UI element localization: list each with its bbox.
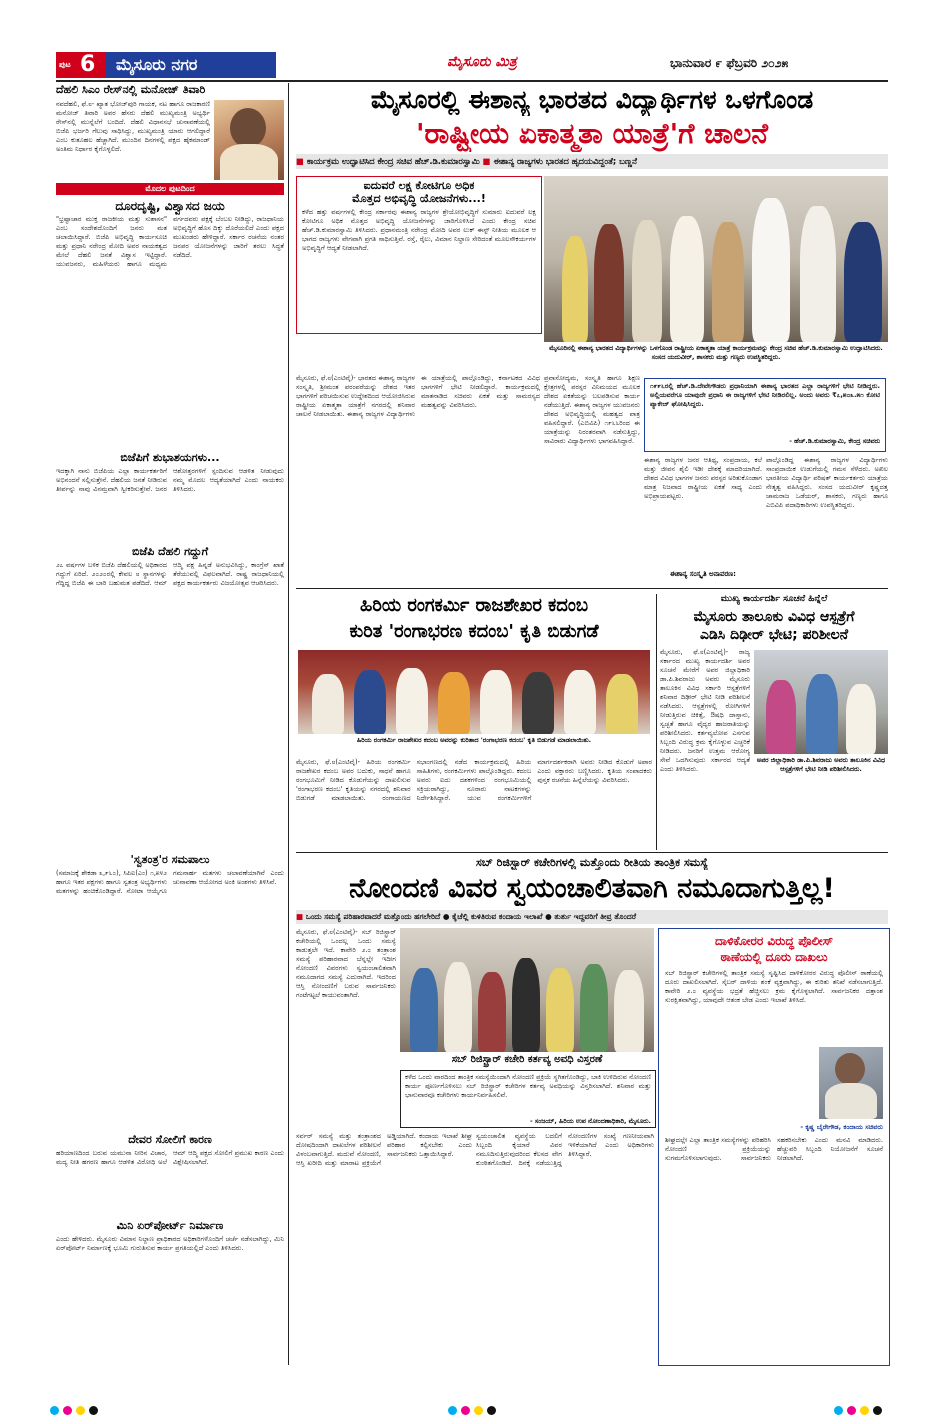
drama-body: ಮೈಸೂರು, ಫೆ.೮(ಎಂಟಿವೈ)- ಹಿರಿಯ ರಂಗಕರ್ಮಿ ರಾಜಶೇಖರ ಕದಂಬ ಅವರ ಬದುಕು, ಸಾಧನೆ ಹಾಗೂ ರಂಗಭೂಮಿಗೆ ನೀಡಿದ ಕೊಡುಗೆಯನ್ನು ದಾಖಲಿಸುವ 'ರಂಗಾಭರಣ ಕದಂಬ' ಕೃತಿಯನ್ನು ನಗರದಲ್ಲಿ ಶನಿವಾರ ಬಿಡುಗಡೆ ಮಾಡಲಾಯಿತು. ರಂಗಾಯಣದ ಸಭಾಂಗಣದಲ್ಲಿ ನಡೆದ ಕಾರ್ಯಕ್ರಮದಲ್ಲಿ ಹಿರಿಯ ಸಾಹಿತಿಗಳು, ರಂಗಕರ್ಮಿಗಳು ಪಾಲ್ಗೊಂಡಿದ್ದರು. ಕದಂಬ ಅವರು ಐದು ದಶಕಗಳಿಂದ ರಂಗಭೂಮಿಯಲ್ಲಿ ಸಕ್ರಿಯರಾಗಿದ್ದು, ನೂರಾರು ನಾಟಕಗಳನ್ನು ನಿರ್ದೇಶಿಸಿದ್ದಾರೆ. ಯುವ ರಂಗಕರ್ಮಿಗಳಿಗೆ ಮಾರ್ಗದರ್ಶಕರಾಗಿ ಅವರು ನೀಡಿದ ಕೊಡುಗೆ ಅಪಾರ ಎಂದು ವಕ್ತಾರರು ಬಣ್ಣಿಸಿದರು. ಕೃತಿಯ ಸಂಪಾದಕರು ಪುಸ್ತಕ ರಚನೆಯ ಹಿನ್ನೆಲೆಯನ್ನು ವಿವರಿಸಿದರು. bbox=[296, 758, 652, 802]
continued-tag: ಮೊದಲ ಪುಟದಿಂದ bbox=[56, 183, 284, 195]
lead-strap: ■ ಕಾರ್ಯಕ್ರಮ ಉದ್ಘಾಟಿಸಿದ ಕೇಂದ್ರ ಸಚಿವ ಹೆಚ್.ಡಿ.ಕುಮಾರಸ್ವಾಮಿ ■ ಈಶಾನ್ಯ ರಾಜ್ಯಗಳು ಭಾರತದ ಹೃದಯವಿದ್ದಂತೆ; ಬಣ್ಣನೆ bbox=[296, 154, 888, 169]
box-headline-2: ಮೊತ್ತದ ಅಭಿವೃದ್ಧಿ ಯೋಜನೆಗಳು...! bbox=[352, 192, 486, 205]
police-body-b: ಶೀಘ್ರದಲ್ಲೇ ಎಲ್ಲಾ ತಾಂತ್ರಿಕ ಸಮಸ್ಯೆಗಳನ್ನು ಪರಿಹರಿಸಿ ನೋಂದಣಿ ಪ್ರಕ್ರಿಯೆಯನ್ನು ಸುಗಮಗೊಳಿಸಲಾಗುವುದು. ಸಾರ್ವಜನಿಕರು ಸಹಕರಿಸಬೇಕು ಎಂದು ಮನವಿ ಮಾಡಿದರು. ಹೆಚ್ಚುವರಿ ಸಿಬ್ಬಂದಿ ನಿಯೋಜನೆಗೆ ಸೂಚನೆ ನೀಡಲಾಗಿದೆ. bbox=[665, 1136, 883, 1162]
registration-marks-center bbox=[448, 1400, 500, 1419]
lead-strap-1: ಕಾರ್ಯಕ್ರಮ ಉದ್ಘಾಟಿಸಿದ ಕೇಂದ್ರ ಸಚಿವ ಹೆಚ್.ಡಿ.ಕುಮಾರಸ್ವಾಮಿ bbox=[306, 156, 480, 166]
page-number-badge bbox=[56, 52, 106, 78]
left-column bbox=[56, 83, 284, 1252]
lead-body-a: ಮೈಸೂರು, ಫೆ.೮(ಎಂಟಿವೈ)- ಭಾರತದ ಈಶಾನ್ಯ ರಾಜ್ಯಗಳ ಸಂಸ್ಕೃತಿ, ಶ್ರೀಮಂತ ಪರಂಪರೆಯನ್ನು ದೇಶದ ಇತರ ಭಾಗಗಳಿಗೆ ಪರಿಚಯಿಸುವ ಉದ್ದೇಶದಿಂದ ಆಯೋಜಿಸಿರುವ ರಾಷ್ಟ್ರೀಯ ಏಕಾತ್ಮತಾ ಯಾತ್ರೆಗೆ ನಗರದಲ್ಲಿ ಶನಿವಾರ ಚಾಲನೆ ನೀಡಲಾಯಿತು. ಈಶಾನ್ಯ ರಾಜ್ಯಗಳ ವಿದ್ಯಾರ್ಥಿಗಳು ಈ ಯಾತ್ರೆಯಲ್ಲಿ ಪಾಲ್ಗೊಂಡಿದ್ದು, ಕರ್ನಾಟಕದ ವಿವಿಧ ಭಾಗಗಳಿಗೆ ಭೇಟಿ ನೀಡಲಿದ್ದಾರೆ. ಕಾರ್ಯಕ್ರಮದಲ್ಲಿ ಮಾತನಾಡಿದ ಸಚಿವರು ಏಕತೆ ಮತ್ತು ಸಾಮರಸ್ಯದ ಮಹತ್ವವನ್ನು ವಿವರಿಸಿದರು. bbox=[296, 374, 540, 418]
drama-divider bbox=[656, 594, 657, 850]
hospital-headline-2: ಎಡಿಸಿ ದಿಢೀರ್ ಭೇಟಿ; ಪರಿಶೀಲನೆ bbox=[699, 627, 849, 643]
registrar-photo-caption: ಸಬ್ ರಿಜಿಸ್ಟ್ರಾರ್ ಕಚೇರಿ ಕರ್ತವ್ಯ ಅವಧಿ ವಿಸ್ತರಣೆ bbox=[451, 1054, 603, 1065]
tiwari-headline: ದೆಹಲಿ ಸಿಎಂ ರೇಸ್‌ನಲ್ಲಿ ಮನೋಜ್ ತಿವಾರಿ bbox=[56, 83, 206, 96]
wishes-body: ಇದಕ್ಕಾಗಿ ನಾನು ಬಿಜೆಪಿಯ ಎಲ್ಲಾ ಕಾರ್ಯಕರ್ತರಿಗೆ ಅಭಿನಂದನೆ ಸಲ್ಲಿಸುತ್ತೇನೆ. ದೆಹಲಿಯ ಜನತೆ ನೀಡಿರುವ ತೀರ್ಪನ್ನು ನಾವು ವಿನಮ್ರವಾಗಿ ಸ್ವೀಕರಿಸುತ್ತೇವೆ. ಜನರ ಆಶೋತ್ತರಗಳಿಗೆ ಸ್ಪಂದಿಸುವ ಆಡಳಿತ ನೀಡುವುದು ನಮ್ಮ ಮೊದಲ ಆದ್ಯತೆಯಾಗಿದೆ ಎಂದು ನಾಯಕರು ತಿಳಿಸಿದರು. bbox=[56, 467, 284, 493]
issue-date: ಭಾನುವಾರ ೯ ಫೆಬ್ರವರಿ ೨೦೨೫ bbox=[670, 56, 789, 70]
section-banner bbox=[106, 52, 276, 78]
drama-headline-1: ಹಿರಿಯ ರಂಗಕರ್ಮಿ ರಾಜಶೇಖರ ಕದಂಬ bbox=[359, 595, 589, 616]
lead-photo bbox=[544, 176, 888, 342]
drama-photo-caption: ಹಿರಿಯ ರಂಗಕರ್ಮಿ ರಾಜಶೇಖರ ಕದಂಬ ಅವರನ್ನು ಕುರಿತಾದ 'ರಂಗಾಭರಣ ಕದಂಬ' ಕೃತಿ ಬಿಡುಗಡೆ ಮಾಡಲಾಯಿತು. bbox=[356, 736, 592, 744]
hospital-kicker: ಮುಖ್ಯ ಕಾರ್ಯದರ್ಶಿ ಸೂಚನೆ ಹಿನ್ನೆಲೆ bbox=[720, 594, 828, 604]
mid-rule bbox=[296, 852, 888, 853]
lead-subhead: ಈಶಾನ್ಯ ಸಂಸ್ಕೃತಿ ಅನಾವರಣ: bbox=[670, 570, 736, 578]
hospital-body: ಮೈಸೂರು, ಫೆ.೮(ಎಂಟಿವೈ)- ರಾಜ್ಯ ಸರ್ಕಾರದ ಮುಖ್ಯ ಕಾರ್ಯದರ್ಶಿ ಅವರ ಸೂಚನೆ ಮೇರೆಗೆ ಅಪರ ಜಿಲ್ಲಾಧಿಕಾರಿ ಡಾ.ಪಿ.ಶಿವರಾಜು ಅವರು ಮೈಸೂರು ತಾಲೂಕಿನ ವಿವಿಧ ಸರ್ಕಾರಿ ಆಸ್ಪತ್ರೆಗಳಿಗೆ ಶನಿವಾರ ದಿಢೀರ್ ಭೇಟಿ ನೀಡಿ ಪರಿಶೀಲನೆ ನಡೆಸಿದರು. ಆಸ್ಪತ್ರೆಗಳಲ್ಲಿ ರೋಗಿಗಳಿಗೆ ನೀಡುತ್ತಿರುವ ಚಿಕಿತ್ಸೆ, ಔಷಧಿ ದಾಸ್ತಾನು, ಸ್ವಚ್ಛತೆ ಹಾಗೂ ವೈದ್ಯರ ಹಾಜರಾತಿಯನ್ನು ಪರಿಶೀಲಿಸಿದರು. ಕರ್ತವ್ಯಲೋಪ ಎಸಗುವ ಸಿಬ್ಬಂದಿ ವಿರುದ್ಧ ಕ್ರಮ ಕೈಗೊಳ್ಳುವ ಎಚ್ಚರಿಕೆ ನೀಡಿದರು. ಜನರಿಗೆ ಉತ್ತಮ ಆರೋಗ್ಯ ಸೇವೆ ಒದಗಿಸುವುದು ಸರ್ಕಾರದ ಆದ್ಯತೆ ಎಂದು ತಿಳಿಸಿದರು. bbox=[660, 648, 750, 773]
police-headline-1: ದಾಳಿಕೋರರ ವಿರುದ್ಧ ಪೊಲೀಸ್ bbox=[715, 934, 833, 948]
swatantra-body: (ಸಮಾಜಕ್ಕೆ ಶೇಕಡಾ ೩,೯೬೦), ಸಿಪಿಐ(ಎಂ) ೧,೫೪೨ ಹಾಗೂ ಇತರ ಪಕ್ಷಗಳು ಹಾಗೂ ಸ್ವತಂತ್ರ ಅಭ್ಯರ್ಥಿಗಳು ಮತಗಳನ್ನು ಹಂಚಿಕೊಂಡಿದ್ದಾರೆ. ನೋಟಾ ಆಯ್ಕೆಗೂ ಗಮನಾರ್ಹ ಮತಗಳು ಚಲಾವಣೆಯಾಗಿವೆ ಎಂದು ಚುನಾವಣಾ ಆಯೋಗದ ಅಂಕಿ ಅಂಶಗಳು ತಿಳಿಸಿವೆ. bbox=[56, 869, 284, 895]
registrar-body-b: ಸರ್ವರ್ ಸಮಸ್ಯೆ ಮತ್ತು ತಂತ್ರಾಂಶದ ದೋಷದಿಂದಾಗಿ ದಾಖಲೆಗಳ ಪರಿಶೀಲನೆ ವಿಳಂಬವಾಗುತ್ತಿದೆ. ಮದುವೆ ನೋಂದಣಿ, ಆಸ್ತಿ ಖರೀದಿ ಮತ್ತು ಮಾರಾಟ ಪ್ರಕ್ರಿಯೆಗೆ ಅಡ್ಡಿಯಾಗಿದೆ. ಕಂದಾಯ ಇಲಾಖೆ ಶೀಘ್ರ ಪರಿಹಾರ ಕಲ್ಪಿಸಬೇಕು ಎಂದು ಸಾರ್ವಜನಿಕರು ಒತ್ತಾಯಿಸಿದ್ದಾರೆ. bbox=[296, 1132, 472, 1167]
hospital-photo-caption: ಅಪರ ಜಿಲ್ಲಾಧಿಕಾರಿ ಡಾ.ಪಿ.ಶಿವರಾಜು ಅವರು ತಾಲೂಕಿನ ವಿವಿಧ ಆಸ್ಪತ್ರೆಗಳಿಗೆ ಭೇಟಿ ನೀಡಿ ಪರಿಶೀಲಿಸಿದರು. bbox=[756, 756, 886, 773]
registrar-inset bbox=[400, 1070, 656, 1128]
lead-bottom-rule bbox=[296, 588, 888, 589]
registrar-body-a: ಮೈಸೂರು, ಫೆ.೮(ಎಂಟಿವೈ)- ಸಬ್ ರಿಜಿಸ್ಟ್ರಾರ್ ಕಚೇರಿಯಲ್ಲಿ ಒಂದಲ್ಲ ಒಂದು ಸಮಸ್ಯೆ ಕಾಡುತ್ತಲೇ ಇದೆ. ಕಾವೇರಿ ೨.೦ ತಂತ್ರಾಂಶ ಸಮಸ್ಯೆ ಪರಿಹಾರವಾದ ಬೆನ್ನಲ್ಲೇ ಇದೀಗ ನೋಂದಣಿ ವಿವರಗಳು ಸ್ವಯಂಚಾಲಿತವಾಗಿ ನಮೂದಾಗದ ಸಮಸ್ಯೆ ಎದುರಾಗಿದೆ. ಇದರಿಂದ ಆಸ್ತಿ ನೋಂದಣಿಗೆ ಬರುವ ಸಾರ್ವಜನಿಕರು ಗಂಟೆಗಟ್ಟಲೆ ಕಾಯುವಂತಾಗಿದೆ. bbox=[296, 928, 396, 999]
registration-marks-right bbox=[834, 1400, 886, 1419]
box-headline-1: ಐದುವರೆ ಲಕ್ಷ ಕೋಟಿಗೂ ಅಧಿಕ bbox=[363, 179, 475, 192]
vision-headline: ದೂರದೃಷ್ಟಿ, ವಿಶ್ವಾಸದ ಜಯ bbox=[115, 199, 225, 213]
registrar-strap: ■ ಒಂದು ಸಮಸ್ಯೆ ಪರಿಹಾರವಾದರೆ ಮತ್ತೊಂದು ಹಗಲೇರಿದೆ ● ಕೈಚೆಲ್ಲಿ ಕುಳಿತಿರುವ ಕಂದಾಯ ಇಲಾಖೆ ● ತುರ್ತು ಇದ್ದವರಿಗೆ ತೀವ್ರ ತೊಂದರೆ bbox=[296, 910, 888, 924]
tiwari-photo bbox=[214, 100, 284, 180]
tiwari-body: ನವದೆಹಲಿ, ಫೆ.೮- ಖ್ಯಾತ ಭೋಜ್‌ಪುರಿ ಗಾಯಕ, ನಟ ಹಾಗೂ ರಾಜಕಾರಣಿ ಮನೋಜ್ ತಿವಾರಿ ಅವರ ಹೆಸರು ದೆಹಲಿ ಮುಖ್ಯಮಂತ್ರಿ ಅಭ್ಯರ್ಥಿ ರೇಸ್‌ನಲ್ಲಿ ಮುನ್ನೆಲೆಗೆ ಬಂದಿದೆ. ದೆಹಲಿ ವಿಧಾನಸಭೆ ಚುನಾವಣೆಯಲ್ಲಿ ಬಿಜೆಪಿ ಭರ್ಜರಿ ಗೆಲುವು ಸಾಧಿಸಿದ್ದು, ಮುಖ್ಯಮಂತ್ರಿ ಯಾರು ಆಗಲಿದ್ದಾರೆ ಎಂಬ ಕುತೂಹಲ ಹೆಚ್ಚಾಗಿದೆ. ಮುಂದಿನ ದಿನಗಳಲ್ಲಿ ಪಕ್ಷದ ಹೈಕಮಾಂಡ್ ಅಂತಿಮ ನಿರ್ಧಾರ ಕೈಗೊಳ್ಳಲಿದೆ. bbox=[56, 100, 210, 153]
section-title: ಮೈಸೂರು ನಗರ bbox=[116, 55, 198, 74]
masthead-rule bbox=[56, 80, 888, 82]
drama-photo bbox=[298, 650, 650, 734]
soul-body: ಹರಿಯಾಣದಿಂದ ಬರುವ ಯಮುನಾ ನೀರಿನ ವಿಚಾರ, ಮದ್ಯ ನೀತಿ ಹಗರಣ ಹಾಗೂ ಆಡಳಿತ ವಿರೋಧಿ ಅಲೆ ಆಮ್ ಆದ್ಮಿ ಪಕ್ಷದ ಸೋಲಿಗೆ ಪ್ರಮುಖ ಕಾರಣ ಎಂದು ವಿಶ್ಲೇಷಿಸಲಾಗಿದೆ. bbox=[56, 1149, 284, 1166]
page-number: 6 bbox=[80, 52, 96, 77]
hospital-photo bbox=[754, 650, 888, 754]
registrar-headline: ನೋಂದಣಿ ವಿವರ ಸ್ವಯಂಚಾಲಿತವಾಗಿ ನಮೂದಾಗುತ್ತಿಲ್ಲ! bbox=[349, 873, 835, 904]
vision-body: "ಭ್ರಷ್ಟಾಚಾರ ಮುಕ್ತ ರಾಜಕೀಯ ಮತ್ತು ಸುಶಾಸನ" ಎಂಬ ಸಂದೇಶದೊಂದಿಗೆ ಜನರು ಮತ ಚಲಾಯಿಸಿದ್ದಾರೆ. ಬಿಜೆಪಿ ಅಭಿವೃದ್ಧಿ ಕಾರ್ಯಸೂಚಿ ಮತ್ತು ಪ್ರಧಾನಿ ನರೇಂದ್ರ ಮೋದಿ ಅವರ ನಾಯಕತ್ವದ ಮೇಲೆ ದೆಹಲಿ ಜನತೆ ವಿಶ್ವಾಸ ಇಟ್ಟಿದ್ದಾರೆ. ಯುವಜನರು, ಮಹಿಳೆಯರು ಹಾಗೂ ಮಧ್ಯಮ ವರ್ಗದವರು ಪಕ್ಷಕ್ಕೆ ಬೆಂಬಲ ನೀಡಿದ್ದು, ರಾಜಧಾನಿಯ ಅಭಿವೃದ್ಧಿಗೆ ಹೊಸ ದಿಕ್ಕು ದೊರೆಯಲಿದೆ ಎಂದು ಪಕ್ಷದ ಮುಖಂಡರು ಹೇಳಿದ್ದಾರೆ. ಸರ್ಕಾರ ರಚನೆಯ ನಂತರ ಜನಪರ ಯೋಜನೆಗಳನ್ನು ಜಾರಿಗೆ ತರಲು ಸಿದ್ಧತೆ ನಡೆದಿದೆ. bbox=[56, 215, 284, 268]
lead-body-c: ಈಶಾನ್ಯ ರಾಜ್ಯಗಳ ಜನರ ಆತಿಥ್ಯ, ಸಂಪ್ರದಾಯ, ಕಲೆ ಮತ್ತು ಜೀವನ ಶೈಲಿ ಇಡೀ ದೇಶಕ್ಕೆ ಮಾದರಿಯಾಗಿದೆ. ದೇಶದ ವಿವಿಧ ಭಾಗಗಳ ಜನರು ಪರಸ್ಪರ ಅರಿತುಕೊಂಡಾಗ ಮಾತ್ರ ನಿಜವಾದ ರಾಷ್ಟ್ರೀಯ ಏಕತೆ ಸಾಧ್ಯ ಎಂದು ಅಭಿಪ್ರಾಯಪಟ್ಟರು. bbox=[644, 456, 762, 500]
lead-photo-caption: ಮೈಸೂರಿನಲ್ಲಿ ಈಶಾನ್ಯ ಭಾರತದ ವಿದ್ಯಾರ್ಥಿಗಳನ್ನು ಒಳಗೊಂಡ ರಾಷ್ಟ್ರೀಯ ಏಕಾತ್ಮತಾ ಯಾತ್ರೆ ಕಾರ್ಯಕ್ರಮವನ್ನು ಕೇಂದ್ರ ಸಚಿವ ಹೆಚ್.ಡಿ.ಕುಮಾರಸ್ವಾಮಿ ಉದ್ಘಾಟಿಸಿದರು. ಸಂಸದ ಯದುವೀರ್, ಶಾಸಕರು ಮತ್ತು ಗಣ್ಯರು ಉಪಸ್ಥಿತರಿದ್ದರು. bbox=[549, 344, 883, 361]
lead-quote-box bbox=[644, 378, 886, 452]
soul-headline: ದೇವರ ಸೋಲಿಗೆ ಕಾರಣ bbox=[128, 1133, 212, 1146]
gaddige-body: ೨೭ ವರ್ಷಗಳ ಬಳಿಕ ಬಿಜೆಪಿ ದೆಹಲಿಯಲ್ಲಿ ಅಧಿಕಾರದ ಗದ್ದುಗೆ ಏರಿದೆ. ೨೦೨೦ರಲ್ಲಿ ಕೇವಲ ೮ ಸ್ಥಾನಗಳನ್ನು ಗೆದ್ದಿದ್ದ ಬಿಜೆಪಿ ಈ ಬಾರಿ ಬಹುಮತ ಪಡೆದಿದೆ. ಆಮ್ ಆದ್ಮಿ ಪಕ್ಷ ಹಿನ್ನಡೆ ಅನುಭವಿಸಿದ್ದು, ಕಾಂಗ್ರೆಸ್ ಖಾತೆ ತೆರೆಯುವಲ್ಲಿ ವಿಫಲವಾಗಿದೆ. ರಾಷ್ಟ್ರ ರಾಜಧಾನಿಯಲ್ಲಿ ಪಕ್ಷದ ಕಾರ್ಯಕರ್ತರು ವಿಜಯೋತ್ಸವ ಆಚರಿಸಿದರು. bbox=[56, 561, 284, 587]
registrar-photo bbox=[400, 928, 654, 1052]
gaddige-headline: ಬಿಜೆಪಿ ದೆಹಲಿ ಗದ್ದುಗೆ bbox=[131, 545, 209, 558]
page-label: ಪುಟ bbox=[59, 60, 71, 69]
wishes-headline: ಬಿಜೆಪಿಗೆ ಶುಭಾಶಯಗಳು... bbox=[120, 451, 220, 464]
registrar-kicker: ಸಬ್ ರಿಜಿಸ್ಟ್ರಾರ್ ಕಚೇರಿಗಳಲ್ಲಿ ಮತ್ತೊಂದು ರೀತಿಯ ತಾಂತ್ರಿಕ ಸಮಸ್ಯೆ bbox=[475, 856, 709, 869]
lead-headline-2: 'ರಾಷ್ಟ್ರೀಯ ಏಕಾತ್ಮತಾ ಯಾತ್ರೆ'ಗೆ ಚಾಲನೆ bbox=[415, 117, 769, 150]
lead-quote-body: ೧೯೯೬ರಲ್ಲಿ ಹೆಚ್.ಡಿ.ದೇವೇಗೌಡರು ಪ್ರಧಾನಿಯಾಗಿ ಈಶಾನ್ಯ ಭಾರತದ ಎಲ್ಲಾ ರಾಜ್ಯಗಳಿಗೆ ಭೇಟಿ ನೀಡಿದ್ದರು. ಅಲ್ಲಿಯವರೆಗೂ ಯಾವುದೇ ಪ್ರಧಾನಿ ಈ ರಾಜ್ಯಗಳಿಗೆ ಭೇಟಿ ನೀಡಿರಲಿಲ್ಲ. ಅಂದು ಅವರು ₹೭,೫೦೩.೫೧ ಕೋಟಿ ಪ್ಯಾಕೇಜ್ ಘೋಷಿಸಿದ್ದರು. bbox=[650, 382, 880, 408]
lead-strap-2: ಈಶಾನ್ಯ ರಾಜ್ಯಗಳು ಭಾರತದ ಹೃದಯವಿದ್ದಂತೆ; ಬಣ್ಣನೆ bbox=[493, 156, 637, 166]
police-headline-2: ಠಾಣೆಯಲ್ಲಿ ದೂರು ದಾಖಲು bbox=[720, 950, 828, 964]
paper-name: ಮೈಸೂರು ಮಿತ್ರ bbox=[447, 54, 517, 70]
police-quote-by: - ಕೃಷ್ಣ ಬೈರೇಗೌಡ, ಕಂದಾಯ ಸಚಿವರು bbox=[800, 1123, 883, 1131]
registrar-strap-text: ಒಂದು ಸಮಸ್ಯೆ ಪರಿಹಾರವಾದರೆ ಮತ್ತೊಂದು ಹಗಲೇರಿದೆ ● ಕೈಚೆಲ್ಲಿ ಕುಳಿತಿರುವ ಕಂದಾಯ ಇಲಾಖೆ ● ತುರ್ತು ಇದ್ದವರಿಗೆ ತೀವ್ರ ತೊಂದರೆ bbox=[305, 912, 637, 921]
airport-body: ಎಂದು ಹೇಳಿದರು. ಮೈಸೂರು ವಿಮಾನ ನಿಲ್ದಾಣ ಪ್ರಾಧಿಕಾರದ ಅಧಿಕಾರಿಗಳೊಂದಿಗೆ ಚರ್ಚೆ ನಡೆಸಲಾಗಿದ್ದು, ಮಿನಿ ಏರ್‌ಪೋರ್ಟ್ ನಿರ್ಮಾಣಕ್ಕೆ ಭೂಮಿ ಗುರುತಿಸುವ ಕಾರ್ಯ ಪ್ರಗತಿಯಲ್ಲಿದೆ ಎಂದು ತಿಳಿಸಿದರು. bbox=[56, 1235, 284, 1252]
lead-headline-1: ಮೈಸೂರಲ್ಲಿ ಈಶಾನ್ಯ ಭಾರತದ ವಿದ್ಯಾರ್ಥಿಗಳ ಒಳಗೊಂಡ bbox=[370, 85, 814, 114]
lead-body-d: ಪಾಲ್ಗೊಂಡಿದ್ದ ಈಶಾನ್ಯ ರಾಜ್ಯಗಳ ವಿದ್ಯಾರ್ಥಿಗಳು ಸಾಂಪ್ರದಾಯಿಕ ಉಡುಗೆಯಲ್ಲಿ ಗಮನ ಸೆಳೆದರು. ಅಖಿಲ ಭಾರತೀಯ ವಿದ್ಯಾರ್ಥಿ ಪರಿಷತ್ ಕಾರ್ಯಕರ್ತರು ಯಾತ್ರೆಯ ನೇತೃತ್ವ ವಹಿಸಿದ್ದರು. ಸಂಸದ ಯದುವೀರ್ ಕೃಷ್ಣದತ್ತ ಚಾಮರಾಜ ಒಡೆಯರ್, ಶಾಸಕರು, ಗಣ್ಯರು ಹಾಗೂ ಎಬಿವಿಪಿ ಪದಾಧಿಕಾರಿಗಳು ಉಪಸ್ಥಿತರಿದ್ದರು. bbox=[766, 456, 888, 509]
airport-headline: ಮಿನಿ ಏರ್‌ಪೋರ್ಟ್ ನಿರ್ಮಾಣ bbox=[116, 1219, 224, 1232]
hospital-headline-1: ಮೈಸೂರು ತಾಲೂಕು ವಿವಿಧ ಆಸ್ಪತ್ರೆಗೆ bbox=[693, 609, 855, 625]
development-box bbox=[296, 176, 542, 334]
registrar-inset-by: - ಸಂಜಯ್, ಹಿರಿಯ ಉಪ ನೋಂದಣಾಧಿಕಾರಿ, ಮೈಸೂರು. bbox=[530, 1117, 651, 1125]
registrar-body-c: ಸ್ವಯಂಚಾಲಿತ ವ್ಯವಸ್ಥೆಯ ಬದಲಿಗೆ ಸಿಬ್ಬಂದಿ ಕೈಯಾರೆ ವಿವರ ನಮೂದಿಸುತ್ತಿರುವುದರಿಂದ ಕೆಲಸದ ವೇಗ ಕುಂಠಿತಗೊಂಡಿದೆ. ದಿನಕ್ಕೆ ನಡೆಯುತ್ತಿದ್ದ ನೋಂದಣಿಗಳ ಸಂಖ್ಯೆ ಗಣನೀಯವಾಗಿ ಇಳಿಕೆಯಾಗಿದೆ ಎಂದು ಅಧಿಕಾರಿಗಳು ತಿಳಿಸಿದ್ದಾರೆ. bbox=[476, 1132, 654, 1167]
police-body-a: ಸಬ್ ರಿಜಿಸ್ಟ್ರಾರ್ ಕಚೇರಿಗಳಲ್ಲಿ ತಾಂತ್ರಿಕ ಸಮಸ್ಯೆ ಸೃಷ್ಟಿಸಿದ ದಾಳಿಕೋರರ ವಿರುದ್ಧ ಪೊಲೀಸ್ ಠಾಣೆಯಲ್ಲಿ ದೂರು ದಾಖಲಿಸಲಾಗಿದೆ. ಸೈಬರ್ ದಾಳಿಯ ಶಂಕೆ ವ್ಯಕ್ತವಾಗಿದ್ದು, ಈ ಕುರಿತು ತನಿಖೆ ನಡೆಸಲಾಗುತ್ತಿದೆ. ಕಾವೇರಿ ೨.೦ ವ್ಯವಸ್ಥೆಯ ಭದ್ರತೆ ಹೆಚ್ಚಿಸಲು ಕ್ರಮ ಕೈಗೊಳ್ಳಲಾಗಿದೆ. ಸಾರ್ವಜನಿಕರ ದತ್ತಾಂಶ ಸುರಕ್ಷಿತವಾಗಿದ್ದು, ಯಾವುದೇ ಆತಂಕ ಬೇಡ ಎಂದು ಇಲಾಖೆ ತಿಳಿಸಿದೆ. bbox=[665, 969, 883, 1004]
box-body: ಕಳೆದ ಹತ್ತು ವರ್ಷಗಳಲ್ಲಿ ಕೇಂದ್ರ ಸರ್ಕಾರವು ಈಶಾನ್ಯ ರಾಜ್ಯಗಳ ಶ್ರೇಯೋಭಿವೃದ್ಧಿಗೆ ಸುಮಾರು ಐದುವರೆ ಲಕ್ಷ ಕೋಟಿಗೂ ಅಧಿಕ ಮೊತ್ತದ ಅಭಿವೃದ್ಧಿ ಯೋಜನೆಗಳನ್ನು ಜಾರಿಗೊಳಿಸಿದೆ ಎಂದು ಕೇಂದ್ರ ಸಚಿವ ಹೆಚ್.ಡಿ.ಕುಮಾರಸ್ವಾಮಿ ತಿಳಿಸಿದರು. ಪ್ರಧಾನಮಂತ್ರಿ ನರೇಂದ್ರ ಮೋದಿ ಅವರ ಲುಕ್ ಈಸ್ಟ್ ನೀತಿಯ ಮೂಲಕ ಆ ಭಾಗದ ರಾಜ್ಯಗಳು ವೇಗವಾಗಿ ಪ್ರಗತಿ ಸಾಧಿಸುತ್ತಿವೆ. ರಸ್ತೆ, ರೈಲು, ವಿಮಾನ ನಿಲ್ದಾಣ ಸೇರಿದಂತೆ ಮೂಲಸೌಕರ್ಯಗಳ ಅಭಿವೃದ್ಧಿಗೆ ಆದ್ಯತೆ ನೀಡಲಾಗಿದೆ. bbox=[302, 208, 536, 252]
swatantra-headline: 'ಸ್ವತಂತ್ರ'ರ ಸಮಪಾಲು bbox=[130, 853, 210, 866]
lead-body-b: ಪ್ರವಾಸೋದ್ಯಮ, ಸಂಸ್ಕೃತಿ ಹಾಗೂ ಶಿಕ್ಷಣ ಕ್ಷೇತ್ರಗಳಲ್ಲಿ ಪರಸ್ಪರ ವಿನಿಮಯದ ಮೂಲಕ ದೇಶದ ಏಕತೆಯನ್ನು ಬಲಪಡಿಸುವ ಕಾರ್ಯ ನಡೆಯುತ್ತಿದೆ. ಈಶಾನ್ಯ ರಾಜ್ಯಗಳ ಯುವಜನರು ದೇಶದ ಅಭಿವೃದ್ಧಿಯಲ್ಲಿ ಮಹತ್ವದ ಪಾತ್ರ ವಹಿಸಲಿದ್ದಾರೆ. (ಎಬಿವಿಪಿ) ೧೯೬೬ರಿಂದ ಈ ಯಾತ್ರೆಯನ್ನು ನಿರಂತರವಾಗಿ ನಡೆಸುತ್ತಿದ್ದು, ಸಾವಿರಾರು ವಿದ್ಯಾರ್ಥಿಗಳು ಭಾಗವಹಿಸಿದ್ದಾರೆ. bbox=[544, 374, 640, 445]
minister-photo bbox=[819, 1047, 883, 1119]
police-box bbox=[658, 928, 890, 1366]
column-divider bbox=[288, 83, 289, 1365]
registrar-inset-body: ಕಳೆದ ಒಂದು ವಾರದಿಂದ ತಾಂತ್ರಿಕ ಸಮಸ್ಯೆಯಿಂದಾಗಿ ನೋಂದಣಿ ಪ್ರಕ್ರಿಯೆ ಸ್ಥಗಿತಗೊಂಡಿದ್ದು, ಬಾಕಿ ಉಳಿದಿರುವ ನೋಂದಣಿ ಕಾರ್ಯ ಪೂರ್ಣಗೊಳಿಸಲು ಸಬ್ ರಿಜಿಸ್ಟ್ರಾರ್ ಕಚೇರಿಗಳ ಕರ್ತವ್ಯ ಅವಧಿಯನ್ನು ವಿಸ್ತರಿಸಲಾಗಿದೆ. ಶನಿವಾರ ಮತ್ತು ಭಾನುವಾರವೂ ಕಚೇರಿಗಳು ಕಾರ್ಯನಿರ್ವಹಿಸಲಿವೆ. bbox=[405, 1073, 651, 1099]
registration-marks-left bbox=[50, 1400, 102, 1419]
lead-quote-by: - ಹೆಚ್.ಡಿ.ಕುಮಾರಸ್ವಾಮಿ, ಕೇಂದ್ರ ಸಚಿವರು bbox=[789, 437, 880, 445]
drama-headline-2: ಕುರಿತ 'ರಂಗಾಭರಣ ಕದಂಬ' ಕೃತಿ ಬಿಡುಗಡೆ bbox=[349, 621, 599, 642]
